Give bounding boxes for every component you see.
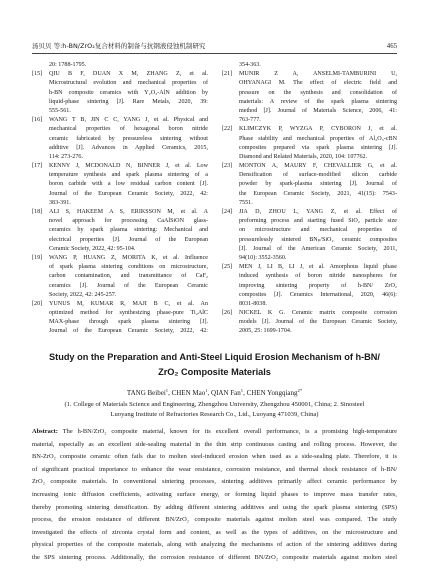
reference-line: liquid-phase sintering [J]. Rare Metals, 2020, 39:: [49, 98, 208, 105]
reference-line: Microstructural evolution and mechanical properties of: [49, 80, 208, 87]
reference-line: Journal of the European Ceramic Society, 2022, 42:: [49, 328, 208, 335]
author-separator: ,: [243, 389, 247, 397]
abstract-text: The h-BN/ZrO₂ composite material, known for its excellent overall performance, is a promising high-temperature: [62, 428, 397, 435]
author-name: TANG Beibei: [126, 389, 166, 397]
reference-indent: [32, 61, 49, 70]
reference-line: KLIMCZYK P, WYZGA P, CYBOROŃ J, et al.: [239, 126, 397, 133]
reference-item: [222, 70, 397, 125]
reference-line: improving sintering property of h-BN/ ZrO₂: [239, 282, 397, 289]
reference-line: QIU B F, DUAN X M, ZHANG Z, et al.: [49, 71, 208, 78]
abstract-text: the SPS sintering process. Additionally, the corrosion resistance of different BN/ZrO₂ composite materials against molten steel: [32, 553, 397, 561]
abstract-line: [32, 489, 397, 502]
reference-line: ALI S, HAKEEM A S, ERIKSSON M, et al. A: [49, 209, 208, 215]
reference-text: [239, 208, 397, 263]
reference-line: composites [J]. Ceramics International, 2020, 46(6):: [239, 291, 397, 298]
reference-item: [222, 263, 397, 309]
reference-number: [20]: [32, 300, 43, 307]
abstract-text: physical properties of the composite materials, along with analyzing the mechanisms of action of the sintering additives during: [32, 541, 397, 549]
abstract: [32, 426, 397, 565]
abstract-line: [32, 552, 397, 565]
reference-line: JIA D, ZHOU L, YANG Z, et al. Effect of: [239, 209, 397, 215]
reference-indent: [222, 61, 239, 70]
abstract-line: [32, 464, 397, 477]
reference-line: MONTON A, MAURY F, CHEVALLIER G, et al.: [239, 163, 397, 170]
abstract-line: [32, 514, 397, 527]
reference-text: [239, 309, 397, 337]
reference-continuation: [32, 61, 208, 70]
author-affiliations: [32, 400, 397, 420]
reference-item: [222, 208, 397, 263]
reference-text: [49, 208, 208, 254]
reference-text: [49, 61, 208, 70]
reference-text: [239, 125, 397, 162]
author-name: CHEN Yongqiang: [246, 389, 298, 397]
reference-line: electrical properties [J]. Journal of the European: [49, 236, 208, 243]
reference-line: h-BN composite ceramics with Y₂O₃-AlN addition by: [49, 89, 208, 96]
author-separator: ,: [207, 389, 212, 397]
reference-line: Densification of surface-modified silicon carbide: [239, 172, 397, 179]
affiliation-line: (1. College of Materials Science and Engineering, Zhengzhou University, Zhengzhou 450001, China; 2. Sinosteel: [64, 401, 365, 408]
reference-number: [25]: [222, 264, 233, 271]
abstract-line: [32, 527, 397, 540]
reference-line: 20: 1788-1795.: [49, 62, 87, 68]
english-title-line: ZrO₂ Composite Materials: [158, 367, 271, 377]
abstract-label: Abstract:: [32, 428, 58, 435]
reference-number: [24]: [222, 209, 233, 215]
reference-line: MAX-phase through spark plasma sintering [J].: [49, 319, 208, 326]
reference-line: KENNY J, MCDONALD N, BINNER J, et al. Low: [49, 163, 208, 170]
reference-line: 8031-8038.: [239, 300, 267, 307]
reference-line: the European Ceramic Society, 2021, 41(15): 7543-: [239, 190, 397, 197]
reference-line: OHYANAGI M. The effect of electric field and: [239, 80, 397, 87]
abstract-text: BN-ZrO₂ composite ceramic often fails due to molten steel-induced erosion when used as a side-sealing plate. Therefore, it is: [32, 453, 397, 461]
reference-line: on microstructure and mechanical properties of: [239, 227, 397, 234]
reference-text: [239, 61, 397, 70]
reference-number: [21]: [222, 71, 233, 78]
reference-line: preforming process and starting fused SiO₂ particle size: [239, 218, 397, 225]
reference-line: MUNIR Z A, ANSELMI-TAMBURINI U,: [239, 71, 397, 78]
reference-line: ceramics [J]. Journal of the European Ceramic: [49, 282, 208, 289]
reference-item: [222, 162, 397, 208]
abstract-line: [32, 439, 397, 452]
reference-number: [18]: [32, 209, 43, 215]
affiliation-line: Luoyang Institute of Refractories Research Co., Ltd., Luoyang 471039, China): [110, 411, 319, 418]
author-name: CHEN Mao: [171, 389, 206, 397]
abstract-text: ZrO₂ composite materials. In conventional sintering processes, sintering additives primarily affect ceramic performance by: [32, 478, 397, 486]
reference-line: induced synthesis of boron nitride nanospheres for: [239, 273, 397, 280]
reference-text: [49, 116, 208, 162]
reference-number: [19]: [32, 254, 43, 261]
reference-line: Society, 2022, 42: 245-257.: [49, 291, 117, 298]
abstract-line: [32, 476, 397, 489]
reference-number: [22]: [222, 126, 233, 133]
page-number: 465: [386, 43, 397, 50]
reference-line: boron carbide with a low residual carbon content [J].: [49, 181, 208, 188]
reference-number: [23]: [222, 163, 233, 170]
reference-text: [49, 300, 208, 337]
reference-text: [239, 70, 397, 125]
reference-text: [49, 70, 208, 116]
reference-line: 354-363.: [239, 62, 261, 68]
reference-line: ceramics by spark plasma sintering: Mechanical and: [49, 227, 208, 234]
reference-line: 555-561.: [49, 107, 71, 114]
reference-line: 7551.: [239, 199, 253, 206]
reference-line: of spark plasma sintering conditions on microstructure,: [49, 264, 208, 271]
reference-line: Diamond and Related Materials, 2020, 104: 107762.: [239, 153, 368, 160]
reference-item: [32, 162, 208, 208]
reference-item: [32, 300, 208, 337]
header-rule: [32, 53, 397, 54]
references-left-column: [32, 61, 208, 337]
reference-line: [J]. Journal of the American Ceramic Society, 2011,: [239, 245, 397, 252]
reference-item: [32, 116, 208, 162]
abstract-line: [32, 426, 397, 439]
reference-text: [239, 263, 397, 309]
reference-line: 763-777.: [239, 117, 261, 124]
english-title: [32, 350, 397, 380]
author-affiliation-mark: 2*: [297, 388, 303, 394]
reference-line: YUNUS M, KUMAR R, MAJI B C, et al. An: [49, 300, 208, 307]
references-right-column: [222, 61, 397, 337]
reference-line: 2005, 25: 1699-1704.: [239, 328, 292, 335]
abstract-text: process, the erosion resistance of different BN/ZrO₂ composite materials against molten steel was compared. The study: [32, 516, 397, 524]
reference-text: [49, 162, 208, 208]
abstract-text: increasing ionic diffusion coefficients, activating surface energy, or forming liquid phases to improve mass transfer rates,: [32, 490, 397, 498]
reference-text: [239, 162, 397, 208]
author-separator: ,: [168, 389, 172, 397]
reference-line: 383-391.: [49, 199, 71, 206]
abstract-text: of significant practical importance to enhance the wear resistance, corrosion resistance, and thermal shock resistance of h-BN/: [32, 465, 397, 473]
reference-line: optimized method for synthesizing phase-pure Ti₂AlC: [49, 310, 208, 317]
reference-line: mechanical properties of hexagonal boron nitride: [49, 126, 208, 133]
english-title-line: Study on the Preparation and Anti-Steel Liquid Erosion Mechanism of h-BN/: [49, 352, 380, 362]
reference-line: Journal of the European Ceramic Society, 2022, 42:: [49, 190, 208, 197]
reference-item: [222, 309, 397, 337]
abstract-line: [32, 451, 397, 464]
reference-number: [16]: [32, 117, 43, 124]
reference-item: [32, 254, 208, 300]
abstract-text: material, especially as an excellent side-sealing material in the thin strip continuous casting and rolling process. However, the: [32, 440, 397, 448]
reference-line: NICKEL K G. Ceramic matrix composite corrosion: [239, 310, 397, 317]
reference-line: method [J]. Journal of Materials Science, 2006, 41:: [239, 107, 397, 114]
reference-line: MEN J, LI B, LI J, et al. Amorphous liquid phase: [239, 264, 397, 271]
reference-line: pressurelessly sintered BNₚ/SiO₂ ceramic composites: [239, 236, 397, 243]
reference-line: novel approach for processing CaAlSiON glass-: [49, 218, 208, 225]
reference-line: Phase stability and mechanical properties of Al₂O₃-cBN: [239, 135, 397, 142]
reference-item: [32, 208, 208, 254]
author-list: [32, 388, 397, 398]
reference-text: [49, 254, 208, 300]
reference-line: WANG P, HUANG Z, MORITA K, et al. Influence: [49, 254, 208, 261]
reference-item: [222, 125, 397, 162]
author-name: QIAN Fan: [211, 389, 241, 397]
reference-line: additive [J]. Advances in Applied Ceramics, 2015,: [49, 144, 208, 151]
reference-line: models [J]. Journal of the European Ceramic Society,: [239, 319, 397, 326]
abstract-line: [32, 502, 397, 515]
author-affiliation-mark: 1: [205, 388, 208, 394]
reference-number: [26]: [222, 310, 233, 317]
reference-continuation: [222, 61, 397, 70]
reference-line: WANG T B, JIN C C, YANG J, et al. Physical and: [49, 117, 208, 124]
reference-line: Ceramic Society, 2022, 42: 95-104.: [49, 245, 136, 252]
reference-line: carbon contamination, and transmittance of CaF₂: [49, 273, 208, 280]
reference-line: 114: 273-276.: [49, 153, 83, 160]
reference-line: temperature synthesis and spark plasma sintering of a: [49, 172, 208, 179]
reference-number: [15]: [32, 71, 43, 78]
reference-line: powder by spark-plasma sintering [J]. Journal of: [239, 181, 397, 188]
reference-number: [17]: [32, 163, 43, 170]
reference-line: ceramic fabricated by pressureless sintering without: [49, 135, 208, 142]
author-affiliation-mark: 1: [240, 388, 244, 394]
abstract-text: investigated the effects of zirconia crystal form and content, as well as the types of additives, on the microstructure and: [32, 528, 397, 536]
reference-line: composites prepared via spark plasma sintering [J].: [239, 144, 397, 151]
author-affiliation-mark: 1: [165, 388, 169, 394]
abstract-line: [32, 539, 397, 552]
reference-line: 94(10): 3552-3560.: [239, 254, 287, 261]
abstract-text: thereby promoting sintering densification. By adding different sintering additives and using the spark plasma sintering (SPS): [32, 503, 397, 511]
reference-line: materials: A review of the spark plasma sintering: [239, 98, 397, 105]
running-header-title: 汤贝贝 等:h-BN/ZrO₂复合材料的制备与抗钢液侵蚀机制研究: [32, 42, 206, 50]
reference-item: [32, 70, 208, 116]
reference-line: pressure on the synthesis and consolidation of: [239, 89, 397, 96]
